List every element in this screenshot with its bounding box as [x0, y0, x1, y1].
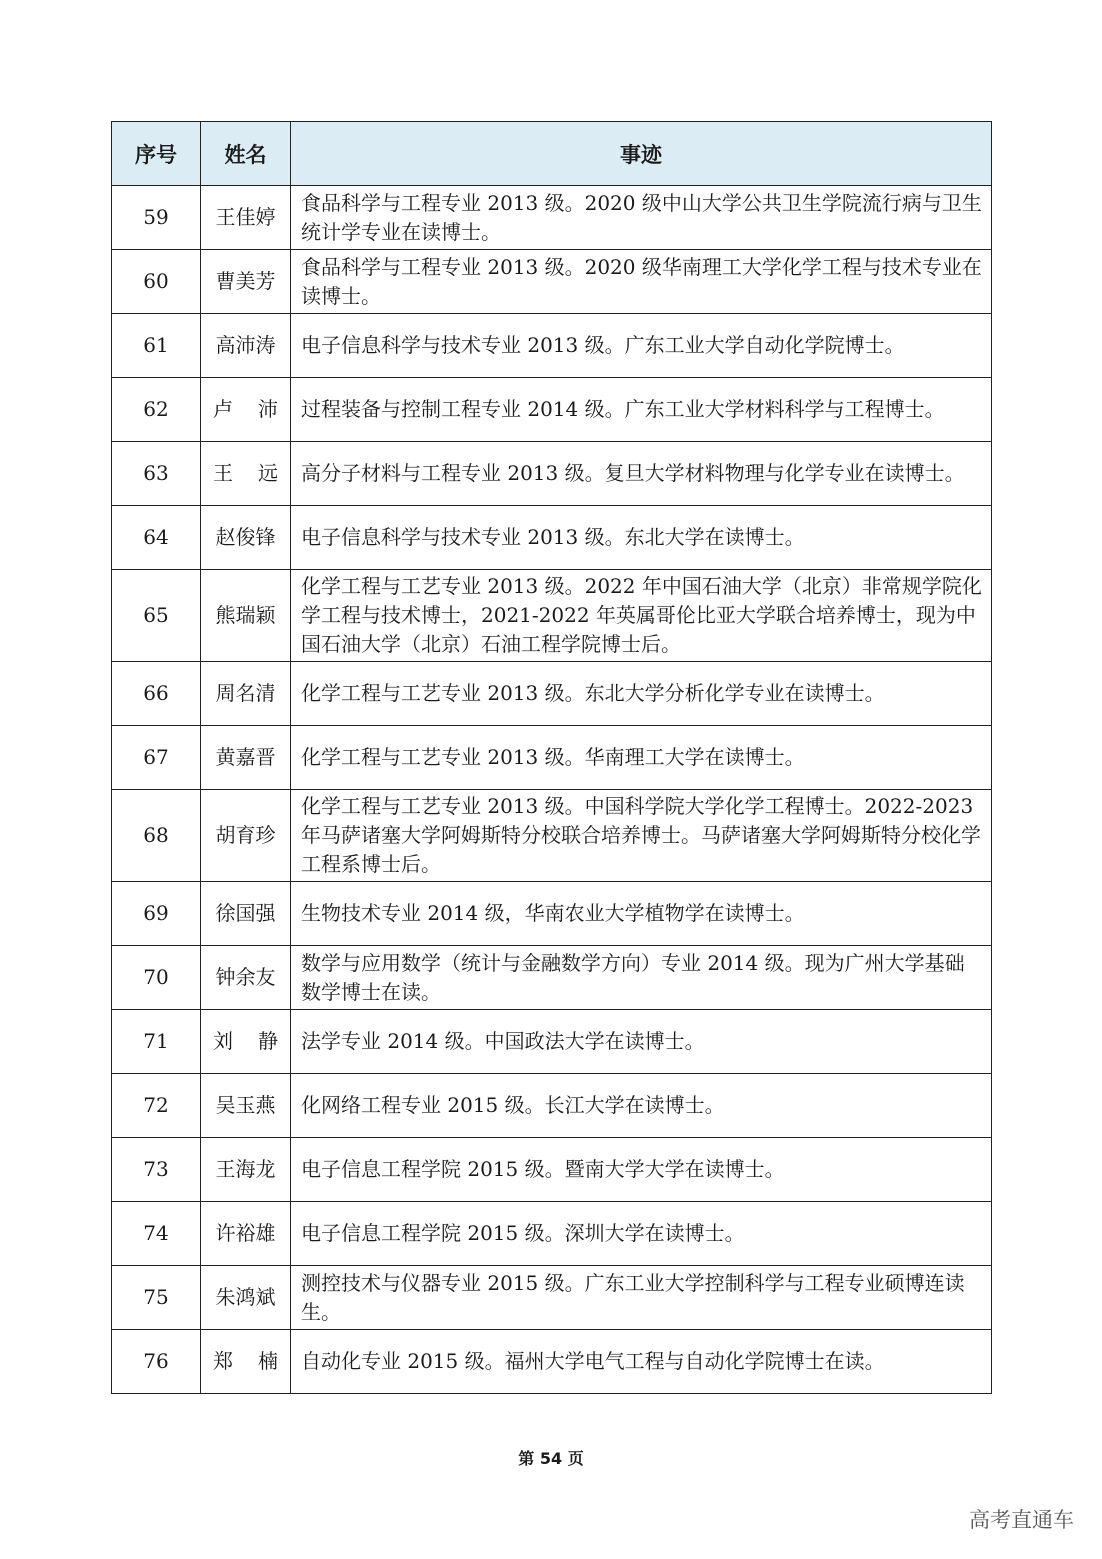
table-row — [112, 1138, 992, 1202]
row-person-name: 赵俊锋 — [201, 506, 291, 570]
table-row — [112, 1010, 992, 1074]
row-achievement: 电子信息科学与技术专业 2013 级。广东工业大学自动化学院博士。 — [291, 314, 992, 378]
row-person-name: 徐国强 — [201, 882, 291, 946]
row-person-name: 周名清 — [201, 662, 291, 726]
table-row — [112, 570, 992, 662]
row-achievement: 化学工程与工艺专业 2013 级。东北大学分析化学专业在读博士。 — [291, 662, 992, 726]
header-index: 序号 — [112, 122, 201, 186]
row-achievement: 测控技术与仪器专业 2015 级。广东工业大学控制科学与工程专业硕博连读生。 — [291, 1266, 992, 1330]
row-index: 70 — [112, 946, 201, 1010]
row-achievement: 法学专业 2014 级。中国政法大学在读博士。 — [291, 1010, 992, 1074]
row-achievement: 自动化专业 2015 级。福州大学电气工程与自动化学院博士在读。 — [291, 1330, 992, 1394]
row-person-name: 曹美芳 — [201, 250, 291, 314]
table-row — [112, 250, 992, 314]
row-index: 73 — [112, 1138, 201, 1202]
page-number: 第 54 页 — [518, 1449, 584, 1468]
table-row — [112, 1330, 992, 1394]
row-achievement: 生物技术专业 2014 级，华南农业大学植物学在读博士。 — [291, 882, 992, 946]
row-achievement: 化学工程与工艺专业 2013 级。华南理工大学在读博士。 — [291, 726, 992, 790]
row-person-name: 刘静 — [201, 1010, 291, 1074]
row-index: 62 — [112, 378, 201, 442]
row-index: 61 — [112, 314, 201, 378]
row-index: 68 — [112, 790, 201, 882]
row-person-name: 胡育珍 — [201, 790, 291, 882]
row-achievement: 数学与应用数学（统计与金融数学方向）专业 2014 级。现为广州大学基础数学博士在读。 — [291, 946, 992, 1010]
table-row — [112, 186, 992, 250]
row-achievement: 过程装备与控制工程专业 2014 级。广东工业大学材料科学与工程博士。 — [291, 378, 992, 442]
table-row — [112, 882, 992, 946]
table-row — [112, 1074, 992, 1138]
watermark-text: 高考直通车 — [969, 1508, 1074, 1532]
row-index: 72 — [112, 1074, 201, 1138]
row-index: 60 — [112, 250, 201, 314]
table-row — [112, 790, 992, 882]
row-person-name: 钟余友 — [201, 946, 291, 1010]
table-row — [112, 946, 992, 1010]
table-header-row — [112, 122, 992, 186]
row-person-name: 卢沛 — [201, 378, 291, 442]
row-index: 69 — [112, 882, 201, 946]
row-person-name: 黄嘉晋 — [201, 726, 291, 790]
header-achievements: 事迹 — [291, 122, 992, 186]
row-person-name: 王远 — [201, 442, 291, 506]
row-achievement: 食品科学与工程专业 2013 级。2020 级中山大学公共卫生学院流行病与卫生统计学专业在读博士。 — [291, 186, 992, 250]
row-person-name: 郑楠 — [201, 1330, 291, 1394]
row-person-name: 王海龙 — [201, 1138, 291, 1202]
row-achievement: 电子信息工程学院 2015 级。暨南大学大学在读博士。 — [291, 1138, 992, 1202]
table-row — [112, 378, 992, 442]
table-body — [112, 186, 992, 1394]
row-index: 63 — [112, 442, 201, 506]
row-index: 71 — [112, 1010, 201, 1074]
table-row — [112, 1266, 992, 1330]
row-achievement: 食品科学与工程专业 2013 级。2020 级华南理工大学化学工程与技术专业在读博士。 — [291, 250, 992, 314]
row-person-name: 吴玉燕 — [201, 1074, 291, 1138]
row-person-name: 朱鸿斌 — [201, 1266, 291, 1330]
row-achievement: 化网络工程专业 2015 级。长江大学在读博士。 — [291, 1074, 992, 1138]
table-row — [112, 442, 992, 506]
row-index: 75 — [112, 1266, 201, 1330]
row-achievement: 电子信息工程学院 2015 级。深圳大学在读博士。 — [291, 1202, 992, 1266]
row-index: 76 — [112, 1330, 201, 1394]
row-index: 64 — [112, 506, 201, 570]
row-index: 67 — [112, 726, 201, 790]
row-achievement: 高分子材料与工程专业 2013 级。复旦大学材料物理与化学专业在读博士。 — [291, 442, 992, 506]
table-row — [112, 314, 992, 378]
row-person-name: 高沛涛 — [201, 314, 291, 378]
table-row — [112, 726, 992, 790]
table-row — [112, 1202, 992, 1266]
row-index: 65 — [112, 570, 201, 662]
row-index: 66 — [112, 662, 201, 726]
row-achievement: 化学工程与工艺专业 2013 级。2022 年中国石油大学（北京）非常规学院化学工程与技术博士，2021-2022 年英属哥伦比亚大学联合培养博士，现为中国石油大学（北京）石油工程学院博士后。 — [291, 570, 992, 662]
row-achievement: 化学工程与工艺专业 2013 级。中国科学院大学化学工程博士。2022-2023 年马萨诸塞大学阿姆斯特分校联合培养博士。马萨诸塞大学阿姆斯特分校化学工程系博士后。 — [291, 790, 992, 882]
row-person-name: 许裕雄 — [201, 1202, 291, 1266]
header-name: 姓名 — [201, 122, 291, 186]
achievement-table — [111, 121, 992, 1394]
row-person-name: 王佳婷 — [201, 186, 291, 250]
row-index: 59 — [112, 186, 201, 250]
table-row — [112, 506, 992, 570]
row-index: 74 — [112, 1202, 201, 1266]
row-achievement: 电子信息科学与技术专业 2013 级。东北大学在读博士。 — [291, 506, 992, 570]
table-row — [112, 662, 992, 726]
row-person-name: 熊瑞颖 — [201, 570, 291, 662]
